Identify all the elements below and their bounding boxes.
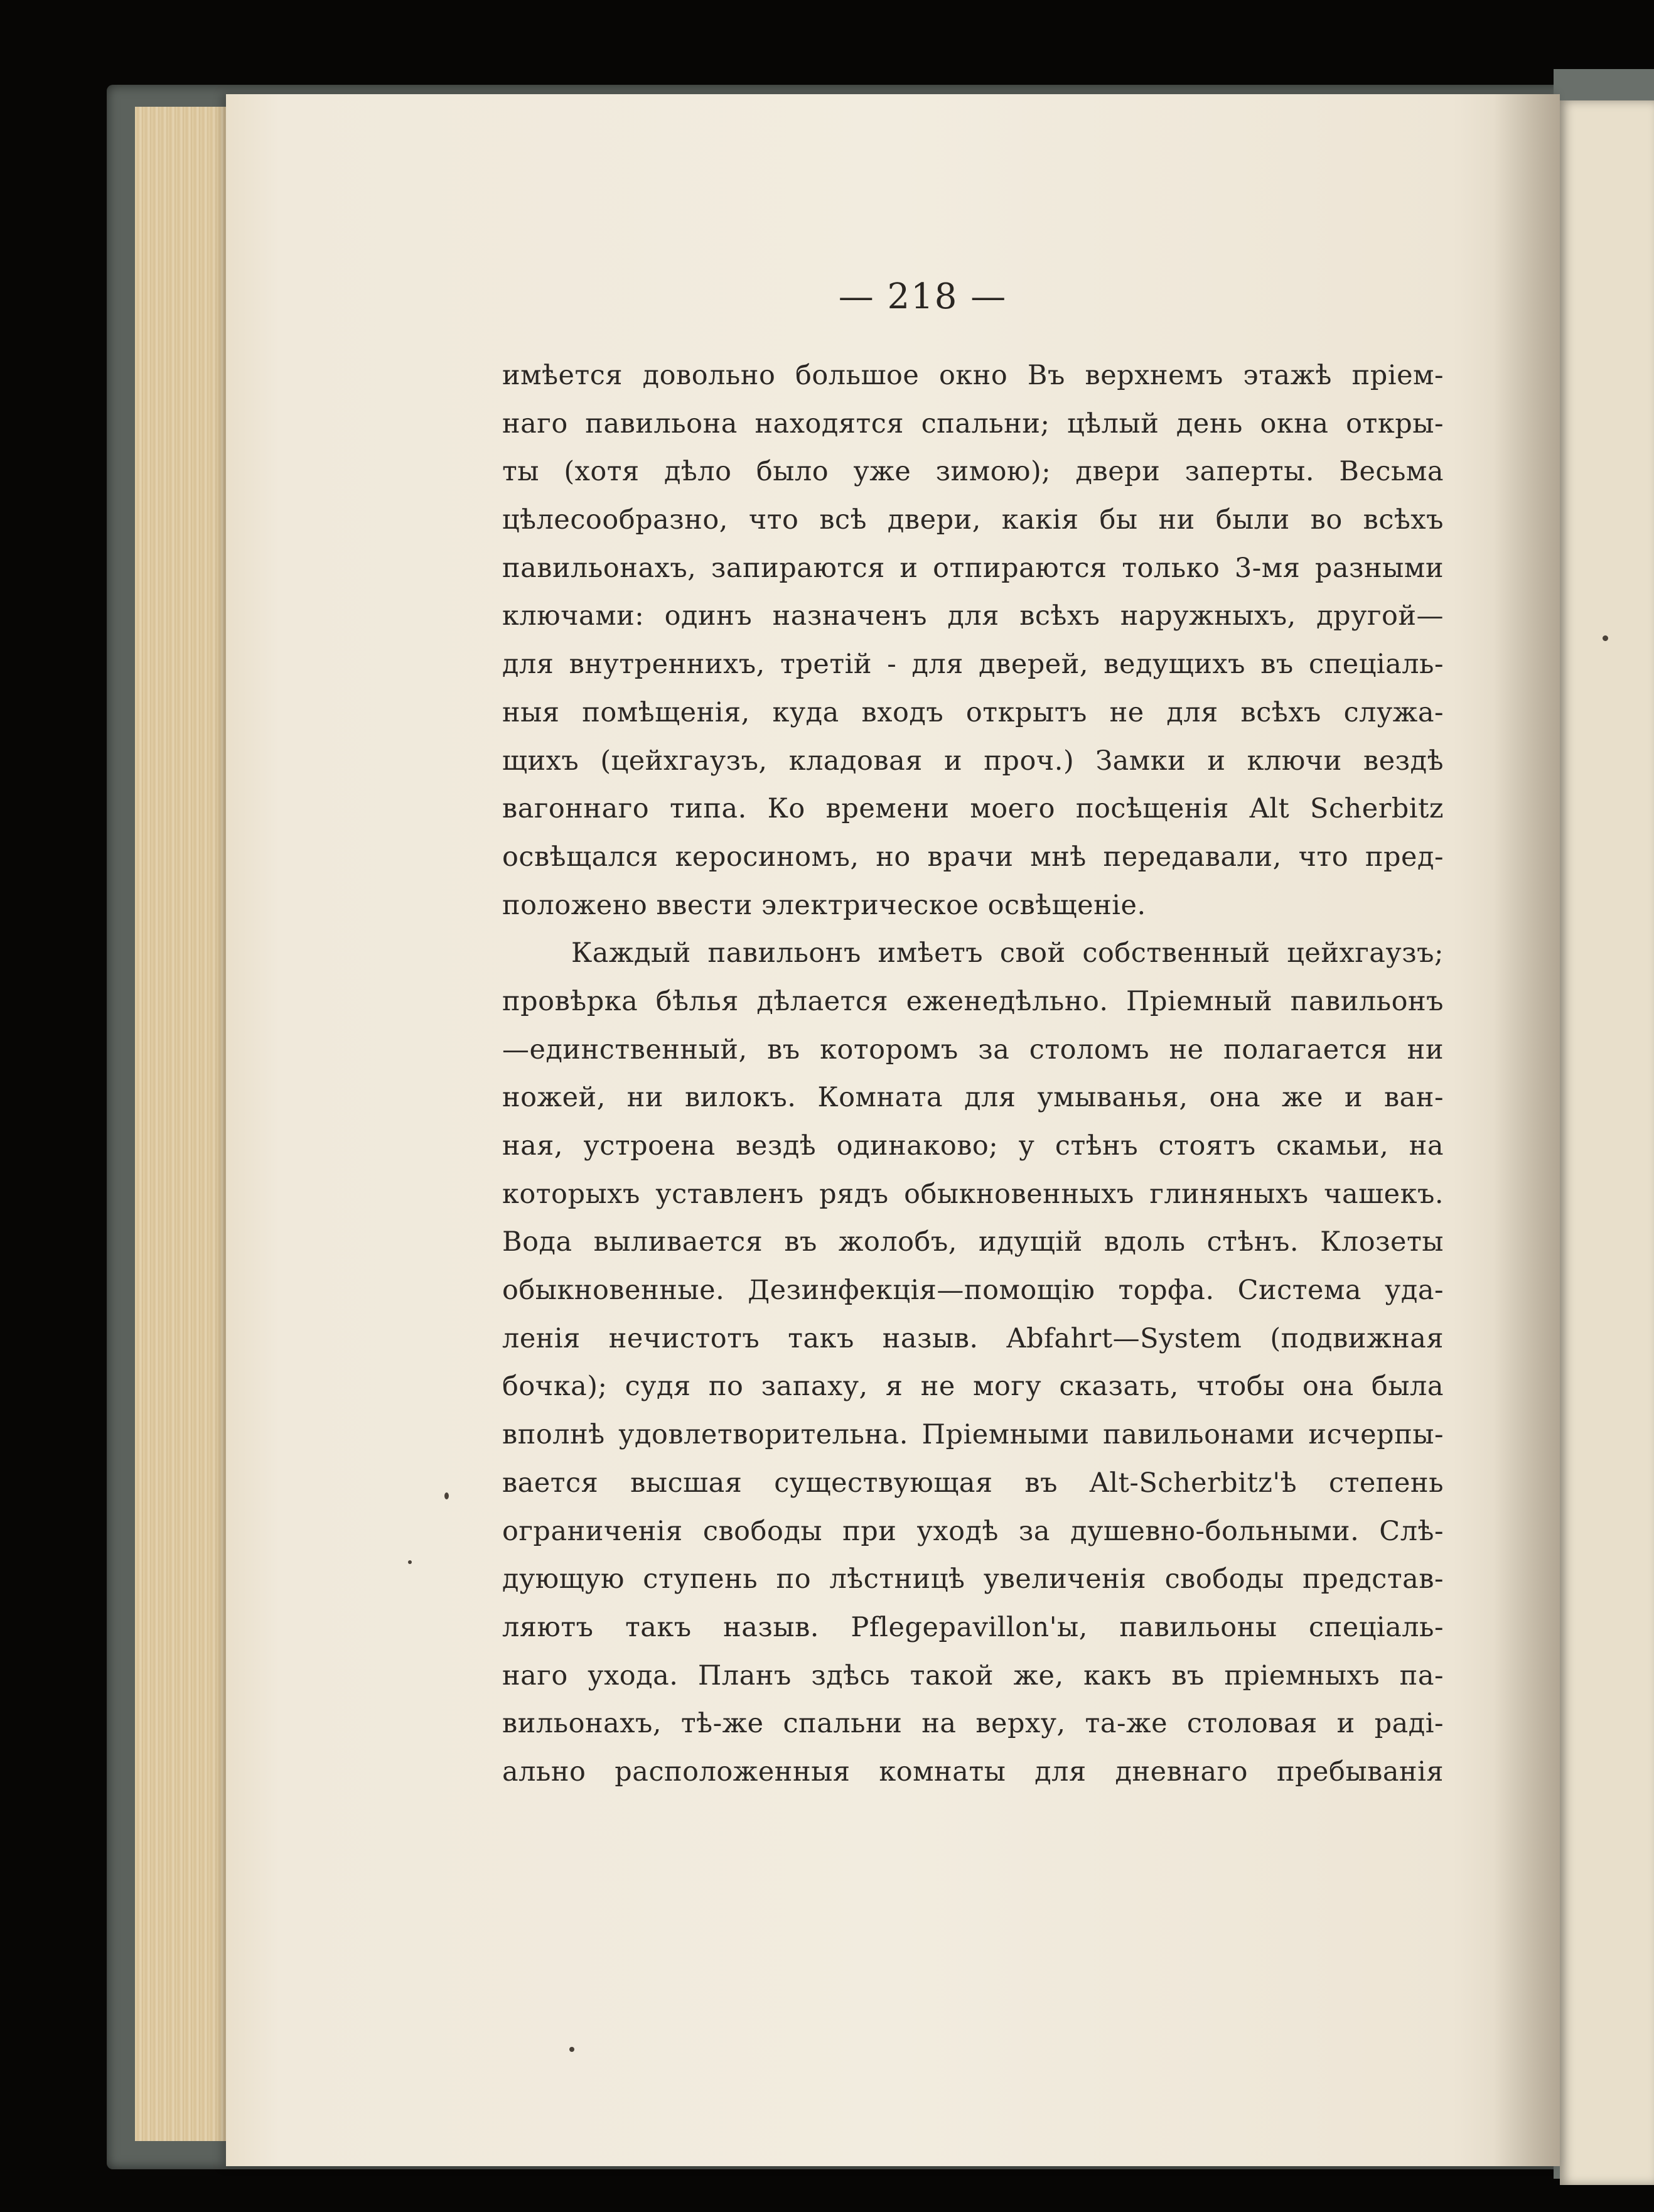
page-number: — 218 — bbox=[838, 276, 1007, 317]
body-text bbox=[502, 352, 1444, 1796]
text-line: наго ухода. Планъ здѣсь такой же, какъ въ пріемныхъ па- bbox=[502, 1659, 1444, 1691]
text-line: ныя помѣщенія, куда входъ открытъ не для всѣхъ служа- bbox=[502, 696, 1444, 728]
gutter-shadow bbox=[1494, 94, 1560, 2166]
text-line: Вода выливается въ жолобъ, идущій вдоль стѣнъ. Клозеты bbox=[502, 1226, 1444, 1258]
text-line: вагоннаго типа. Ко времени моего посѣщенія Alt Scherbitz bbox=[502, 793, 1444, 825]
paragraph-start-line: Каждый павильонъ имѣетъ свой собственный цейхгаузъ; bbox=[571, 937, 1444, 969]
text-line: вполнѣ удовлетворительна. Пріемными павильонами исчерпы- bbox=[502, 1419, 1444, 1451]
paper-speck bbox=[569, 2047, 574, 2052]
text-line: ножей, ни вилокъ. Комната для умыванья, она же и ван- bbox=[502, 1082, 1444, 1114]
facing-page-edge bbox=[1560, 100, 1654, 2185]
text-line: вильонахъ, тѣ-же спальни на верху, та-же столовая и раді- bbox=[502, 1708, 1444, 1740]
paper-speck bbox=[1603, 635, 1608, 641]
text-line: ально расположенныя комнаты для дневнаго пребыванія bbox=[502, 1756, 1444, 1788]
text-line: бочка); судя по запаху, я не могу сказать, чтобы она была bbox=[502, 1371, 1444, 1403]
text-line: провѣрка бѣлья дѣлается еженедѣльно. Пріемный павильонъ bbox=[502, 985, 1444, 1017]
text-line: ключами: одинъ назначенъ для всѣхъ наружныхъ, другой— bbox=[502, 600, 1444, 632]
text-line: положено ввести электрическое освѣщеніе. bbox=[502, 889, 1146, 921]
text-line: освѣщался керосиномъ, но врачи мнѣ передавали, что пред- bbox=[502, 841, 1444, 873]
text-line: ограниченія свободы при уходѣ за душевно-больными. Слѣ- bbox=[502, 1515, 1444, 1547]
paper-speck bbox=[408, 1560, 412, 1564]
text-line: ленія нечистотъ такъ назыв. Abfahrt—System (подвижная bbox=[502, 1322, 1444, 1354]
text-line: вается высшая существующая въ Alt-Scherbitz'ѣ степень bbox=[502, 1467, 1444, 1499]
text-line: обыкновенные. Дезинфекція—помощію торфа. Система уда- bbox=[502, 1275, 1444, 1307]
text-line: ная, устроена вездѣ одинаково; у стѣнъ стоятъ скамьи, на bbox=[502, 1130, 1444, 1162]
text-line: наго павильона находятся спальни; цѣлый день окна откры- bbox=[502, 407, 1444, 440]
paper-speck bbox=[444, 1492, 449, 1499]
text-line: —единственный, въ которомъ за столомъ не полагается ни bbox=[502, 1033, 1444, 1066]
text-line: ты (хотя дѣло было уже зимою); двери заперты. Весьма bbox=[502, 456, 1444, 488]
text-line: дующую ступень по лѣстницѣ увеличенія свободы представ- bbox=[502, 1563, 1444, 1595]
text-line: которыхъ уставленъ рядъ обыкновенныхъ глиняныхъ чашекъ. bbox=[502, 1178, 1444, 1210]
text-line: щихъ (цейхгаузъ, кладовая и проч.) Замки и ключи вездѣ bbox=[502, 745, 1444, 777]
text-line: имѣется довольно большое окно Въ верхнемъ этажѣ пріем- bbox=[502, 360, 1444, 391]
text-line: павильонахъ, запираются и отпираются только 3-мя разными bbox=[502, 552, 1444, 584]
text-line: ляютъ такъ назыв. Pflegepavillon'ы, павильоны спеціаль- bbox=[502, 1611, 1444, 1643]
text-line: цѣлесообразно, что всѣ двери, какія бы ни были во всѣхъ bbox=[502, 504, 1444, 536]
text-line: для внутреннихъ, третій - для дверей, ведущихъ въ спеціаль- bbox=[502, 649, 1444, 681]
